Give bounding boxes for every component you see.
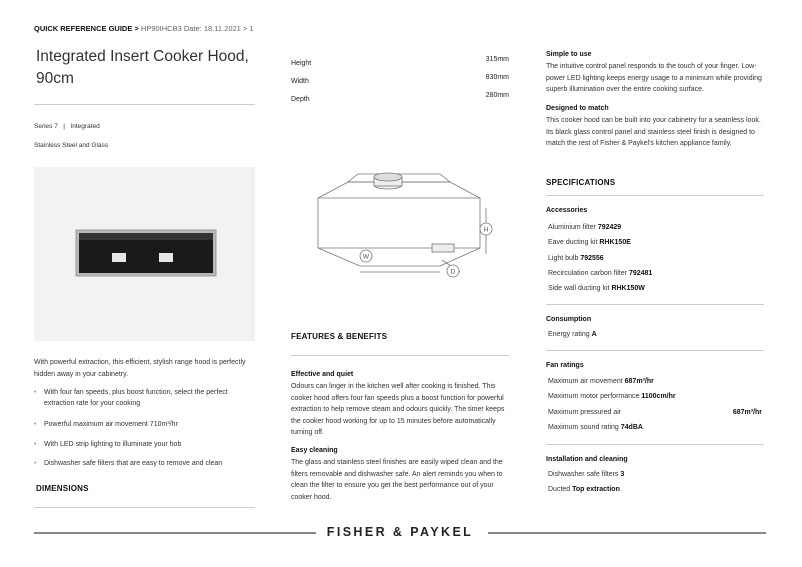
spec-value: RHK150W: [611, 285, 645, 293]
list-item: [548, 220, 762, 235]
spec-label: Ducted: [548, 486, 571, 494]
dim-label: Height: [291, 60, 312, 67]
footer-rule-right: [488, 532, 766, 534]
consumption-title: Consumption: [546, 316, 592, 323]
accessories-title: Accessories: [546, 207, 588, 214]
table-row: [291, 74, 509, 92]
installation-title: Installation and cleaning: [546, 456, 628, 463]
list-item: • With four fan speeds, plus boost function, select the perfect extraction rate for your cooking: [34, 388, 254, 409]
divider: [291, 355, 509, 356]
list-item: • Dishwasher safe filters that are easy to remove and clean: [34, 459, 254, 470]
spec-label: Recirculation carbon filter: [548, 269, 627, 277]
spec-label: Eave ducting kit: [548, 239, 598, 247]
feature-title: Simple to use: [546, 51, 592, 58]
spec-value: RHK150E: [599, 239, 631, 247]
list-item: [548, 374, 762, 389]
dimensions-heading: DIMENSIONS: [36, 484, 89, 493]
width-label: W: [362, 253, 370, 261]
list-item: [548, 266, 762, 281]
breadcrumb: [34, 24, 254, 33]
feature-text: This cooker hood can be built into your cabinetry for a seamless look. Its black glass control panel and stainless steel finish is designed to match the rest of Fisher & Paykel's kitchen appliance family.: [546, 117, 761, 147]
spec-value: 792481: [628, 269, 653, 277]
height-label: H: [483, 226, 489, 234]
divider: [34, 104, 255, 105]
feature-title: Designed to match: [546, 105, 609, 112]
list-item: [548, 389, 762, 404]
divider: [546, 195, 764, 196]
spec-label: Light bulb: [548, 254, 579, 262]
series: Series 7: [34, 123, 58, 130]
divider: [546, 350, 764, 351]
spec-label: Maximum motor performance: [548, 393, 640, 401]
spec-value: 687m³/hr: [732, 408, 762, 416]
features-heading: FEATURES & BENEFITS: [291, 332, 388, 341]
spec-value: 687m³/hr: [624, 378, 654, 385]
feature-title: Easy cleaning: [291, 447, 338, 454]
table-row: [291, 92, 509, 110]
spec-label: Dishwasher safe filters: [548, 471, 619, 478]
spec-value: A: [591, 331, 597, 338]
depth-label: D: [450, 268, 456, 276]
fan-list: [548, 374, 762, 435]
list-item: [548, 235, 762, 250]
list-item: [548, 482, 762, 497]
guide-label: QUICK REFERENCE GUIDE >: [34, 24, 139, 33]
list-item: [548, 251, 762, 266]
category: Integrated: [70, 123, 100, 130]
spec-value: 74dBA: [620, 423, 643, 431]
list-item: [548, 281, 762, 296]
divider: [546, 304, 764, 305]
feature-text: The glass and stainless steel finishes are easily wiped clean and the filters removable and dishwasher safe. An alert reminds you when to clean the filter to ensure you get the best performance out of your cooker hood.: [291, 459, 503, 501]
model-date: HP90IHCB3 Date: 18.11.2021 > 1: [140, 24, 254, 33]
spec-label: Maximum sound rating: [548, 423, 619, 431]
spec-label: Maximum pressured air: [548, 408, 622, 416]
series-line: [34, 123, 100, 130]
product-photo: [34, 167, 255, 341]
dim-value: 280mm: [485, 92, 509, 99]
installation-list: [548, 467, 762, 498]
feature-bullets: [34, 388, 254, 470]
list-item: • Powerful maximum air movement 710m³/hr: [34, 420, 254, 431]
footer-rule-left: [34, 532, 316, 534]
specs-heading: SPECIFICATIONS: [546, 178, 616, 187]
brand-logo: FISHER & PAYKEL: [326, 525, 474, 539]
dim-label: Width: [291, 78, 309, 85]
spec-label: Side wall ducting kit: [548, 285, 610, 293]
spec-value: Top extraction: [572, 486, 620, 494]
divider: [34, 507, 255, 508]
list-item: [548, 467, 762, 482]
list-item: • With LED strip lighting to illuminate your hob: [34, 440, 254, 451]
accessories-list: [548, 220, 762, 296]
dimensions-table: [291, 56, 509, 110]
feature-title: Effective and quiet: [291, 371, 354, 378]
divider: [546, 444, 764, 445]
spec-label: Maximum air movement: [548, 378, 623, 385]
dim-value: 315mm: [485, 56, 509, 63]
fan-title: Fan ratings: [546, 362, 584, 369]
spec-value: 1100cm/hr: [641, 393, 676, 401]
list-item: [548, 405, 762, 420]
list-item: [548, 327, 597, 342]
page-title: Integrated Insert Cooker Hood, 90cm: [36, 48, 249, 87]
separator: |: [63, 123, 65, 130]
list-item: [548, 420, 762, 435]
spec-value: 792556: [580, 254, 604, 262]
dim-label: Depth: [291, 96, 310, 103]
table-row: [291, 56, 509, 74]
spec-value: 792429: [597, 224, 622, 231]
spec-label: Energy rating: [548, 331, 590, 338]
intro-text: With powerful extraction, this efficient, stylish range hood is perfectly hidden away in your cabinetry.: [34, 359, 246, 378]
dimension-diagram: [300, 168, 505, 283]
spec-value: 3: [620, 471, 625, 478]
feature-text: The intuitive control panel responds to the touch of your finger. Low-power LED lighting keeps energy usage to a minimum while providing superb illumination over the entire cooking surface.: [546, 63, 762, 93]
hood-front-image: [34, 167, 255, 341]
dim-value: 830mm: [485, 74, 509, 81]
finish: Stainless Steel and Glass: [34, 142, 109, 149]
feature-text: Odours can linger in the kitchen well after cooking is finished. This cooker hood offers four fan speeds plus a boost function for powerful extraction to help remove steam and odours quickly. The timer keeps the cooker hood working for up to 15 minutes before automatically turning off.: [291, 383, 505, 436]
spec-label: Aluminium filter: [548, 224, 596, 231]
